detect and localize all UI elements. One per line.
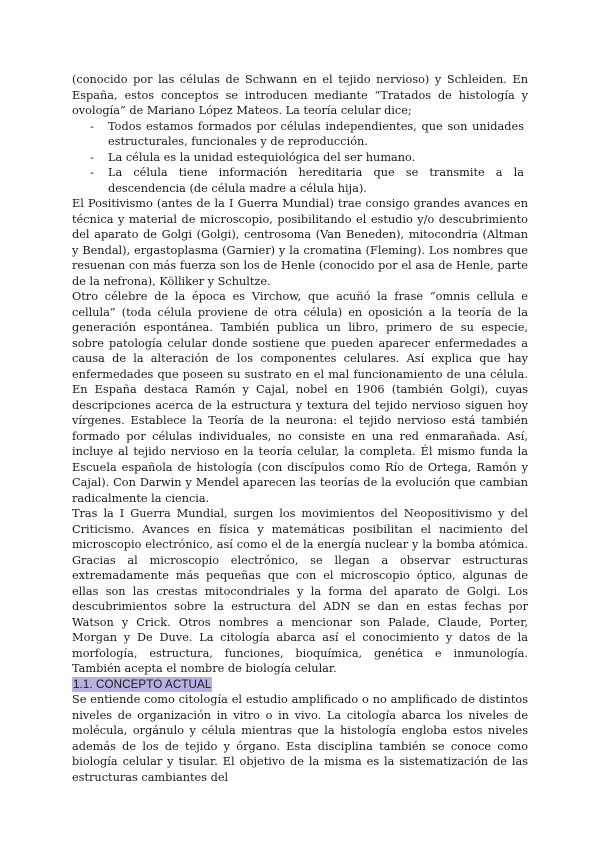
section-heading-row (72, 677, 528, 693)
list-item-text: La célula tiene información hereditaria que se transmite a la descendencia (de célula madre a célula hija). (108, 166, 524, 195)
bullet-dash: - (90, 166, 94, 179)
bullet-dash: - (90, 119, 94, 133)
concept-paragraph: Se entiende como citología el estudio amplificado o no amplificado de distintos niveles de organización in vitro o in vivo. La citología abarca los niveles de molécula, orgánulo y célula mientras que la histología engloba estos niveles además de los de tejido y órgano. Esta disciplina también se conoce como biología celular y tisular. El objetivo de la misma es la sistematización de las estructuras cambiantes del (72, 693, 528, 784)
section-heading: 1.1. CONCEPTO ACTUAL (73, 677, 212, 691)
list-item (72, 119, 528, 150)
positivism-paragraph: El Positivismo (antes de la I Guerra Mundial) trae consigo grandes avances en técnica y material de microscopio, posibilitando el estudio y/o descubrimiento del aparato de Golgi (Golgi), centrosoma (Van Beneden), mitocondria (Altman y Bendal), ergastoplasma (Garnier) y la cromatina (Fleming). Los nombres que resuenan con más fuerza son los de Henle (conocido por el asa de Henle, parte de la nefrona), Kölliker y Schultze. (72, 197, 528, 288)
list-item-text: La célula es la unidad estequiológica del ser humano. (108, 150, 416, 164)
list-item-text: Todos estamos formados por células independientes, que son unidades estructurales, funcionales y de reproducción. (108, 119, 524, 148)
list-item (72, 150, 528, 166)
cell-theory-list (72, 119, 528, 197)
bullet-dash: - (90, 150, 94, 164)
document-page (72, 72, 528, 785)
neopositivism-paragraph: Tras la I Guerra Mundial, surgen los movimientos del Neopositivismo y del Criticismo. Avances en física y matemáticas posibilitan el nacimiento del microscopio electrónico, así como el de la energía nuclear y la bomba atómica. Gracias al microscopio electrónico, se llegan a observar estructuras extremadamente más pequeñas que con el microscopio óptico, algunas de ellas son las crestas mitocondriales y la forma del aparato de Golgi. Los descubrimientos sobre la estructura del ADN se dan en estas fechas por Watson y Crick. Otros nombres a mencionar son Palade, Claude, Porter, Morgan y De Duve. La citología abarca así el conocimiento y datos de la morfología, estructura, funciones, bioquímica, genética e inmunología. También acepta el nombre de biología celular. (72, 507, 528, 675)
intro-paragraph: (conocido por las células de Schwann en el tejido nervioso) y Schleiden. En España, estos conceptos se introducen mediante “Tratados de histología y ovología” de Mariano López Mateos. La teoría celular dice; (72, 73, 528, 117)
list-item (72, 165, 528, 196)
virchow-paragraph: Otro célebre de la época es Virchow, que acuñó la frase “omnis cellula e cellula” (toda célula proviene de otra célula) en oposición a la teoría de la generación espontánea. También publica un libro, primero de su especie, sobre patología celular donde sostiene que pueden aparecer enfermedades a causa de la alteración de los componentes celulares. Así explica que hay enfermedades que poseen su sustrato en el mal funcionamiento de una célula. En España destaca Ramón y Cajal, nobel en 1906 (también Golgi), cuyas descripciones acerca de la estructura y textura del tejido nervioso siguen hoy vírgenes. Establece la Teoría de la neurona: el tejido nervioso está también formado por células individuales, no consiste en una red enmarañada. Así, incluye al tejido nervioso en la teoría celular, la completa. Él mismo funda la Escuela española de histología (con discípulos como Río de Ortega, Ramón y Cajal). Con Darwin y Mendel aparecen las teorías de la evolución que cambian radicalmente la ciencia. (72, 290, 528, 505)
